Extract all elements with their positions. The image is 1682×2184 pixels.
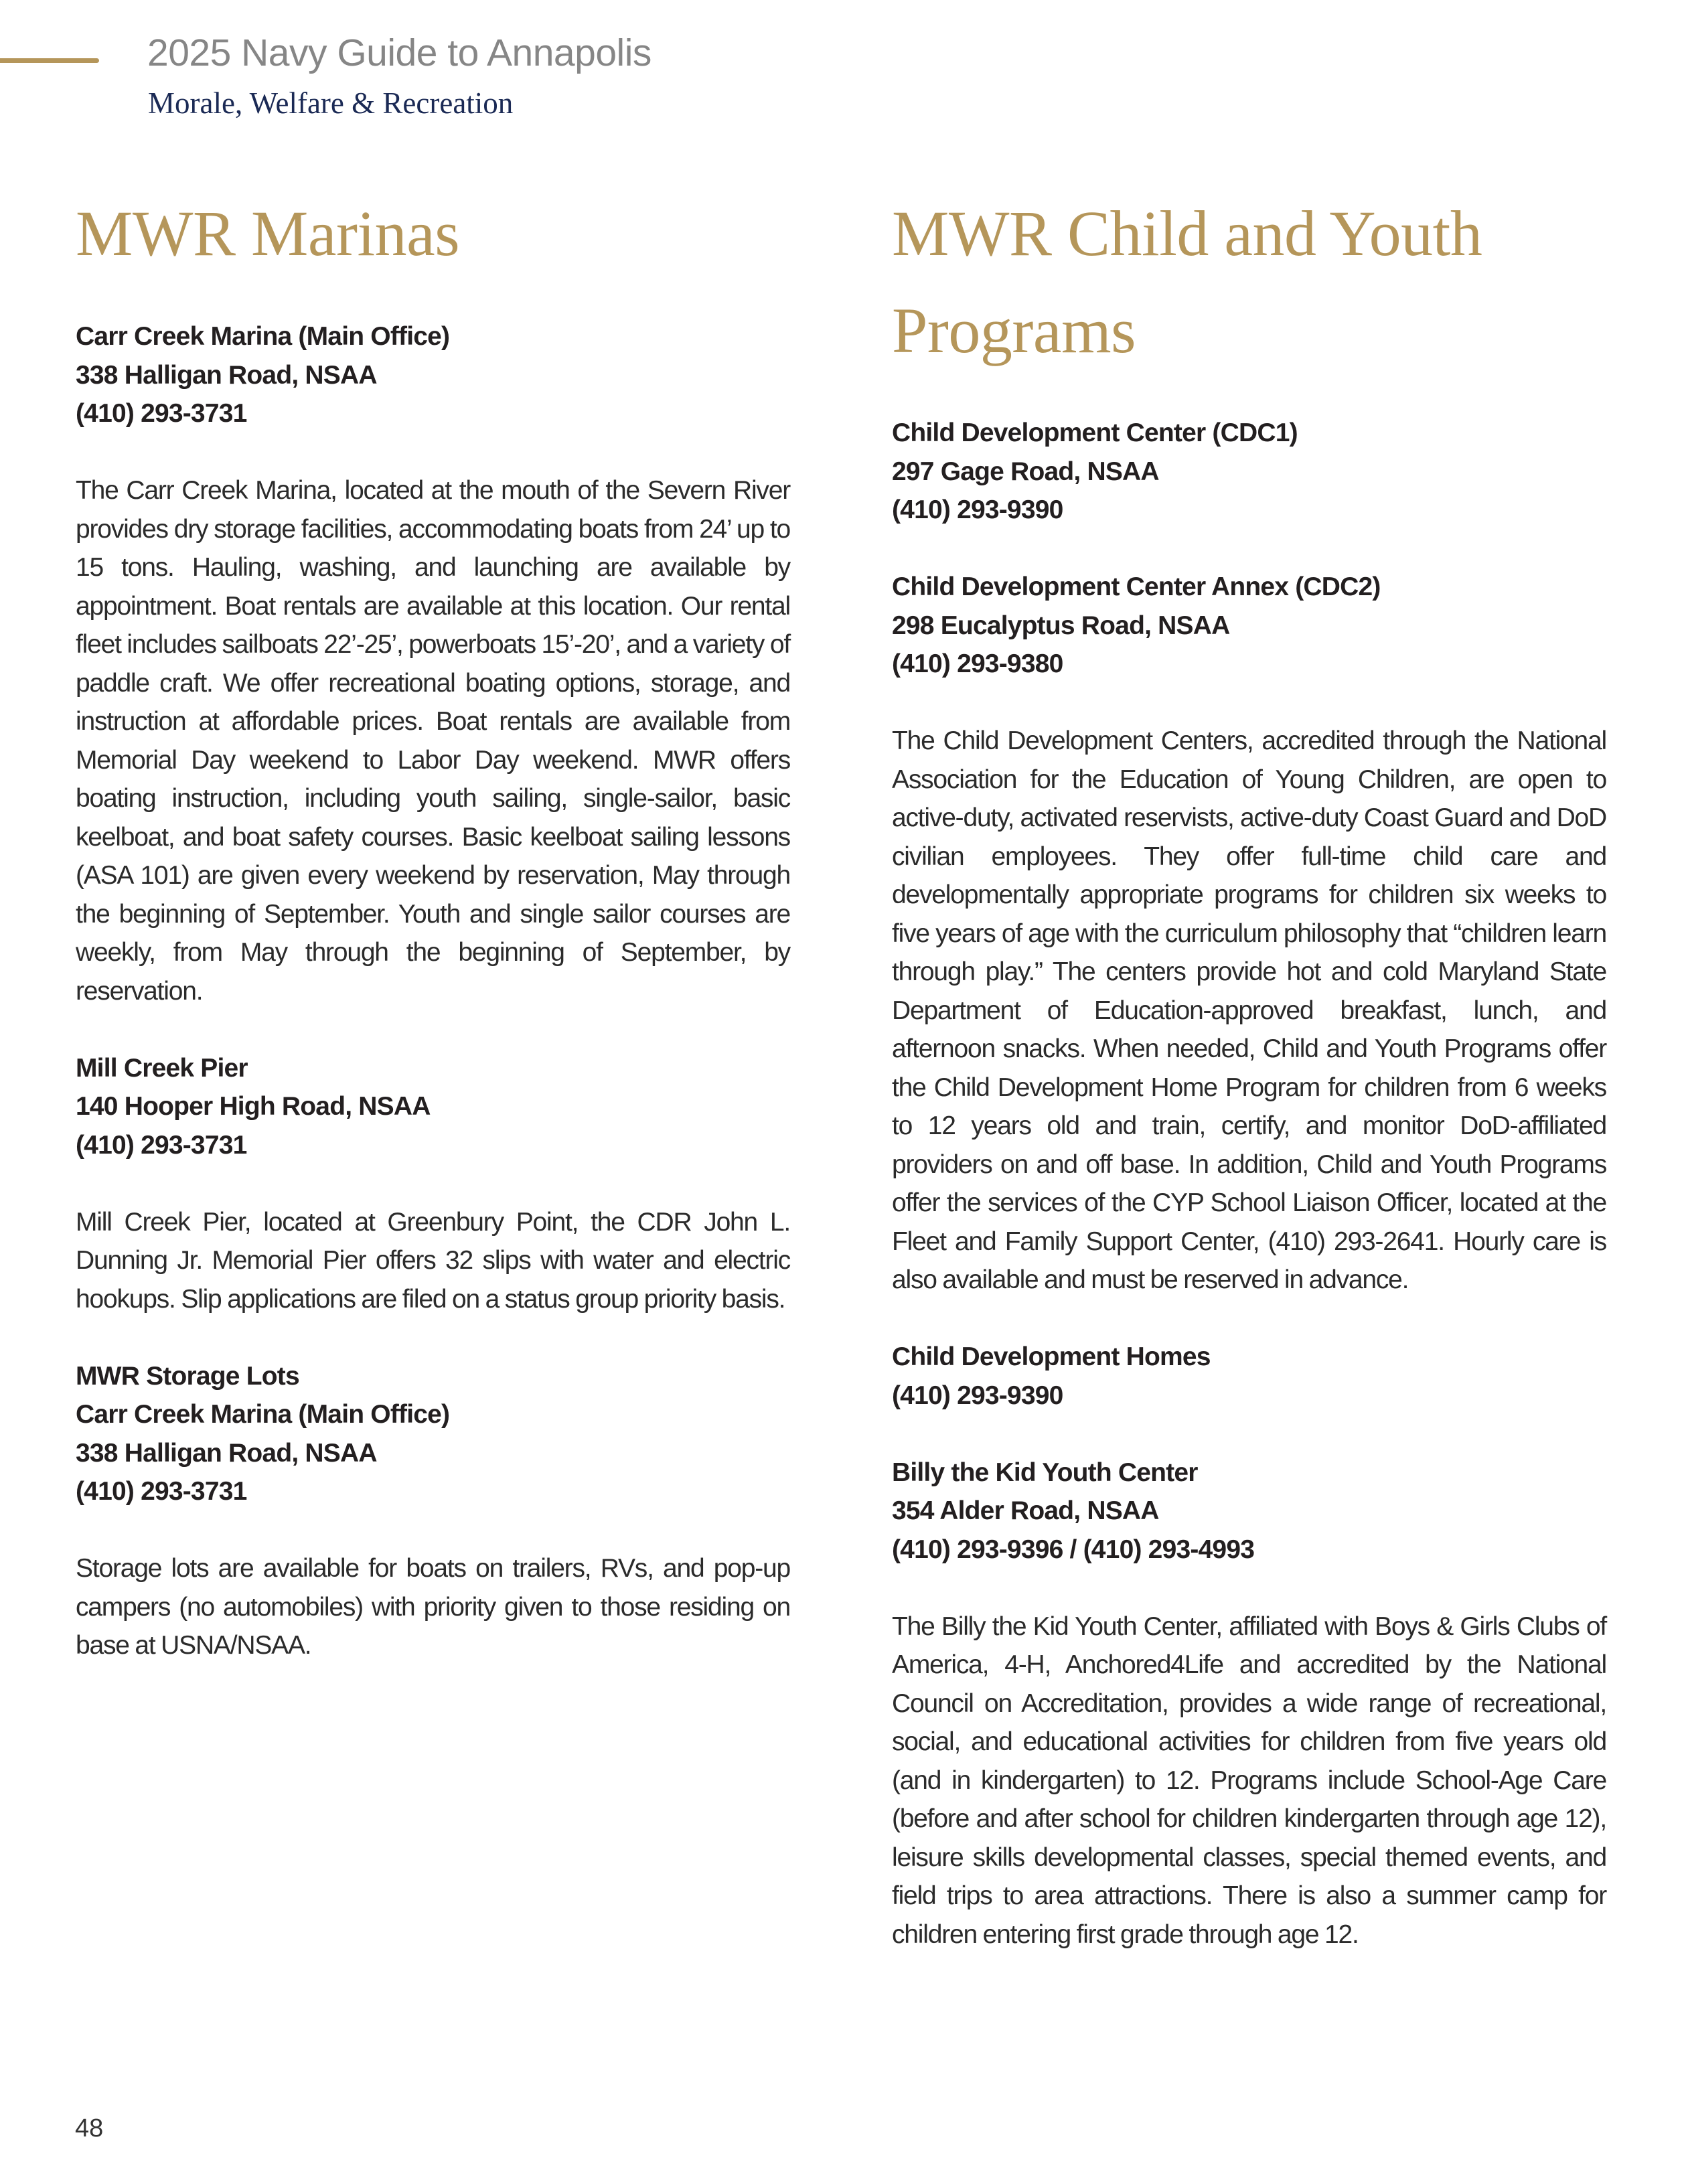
header-accent-rule [0,58,99,63]
listing-billy-the-kid-youth-center [892,1454,1606,1954]
listing-cdc2 [892,568,1606,1300]
publication-title: 2025 Navy Guide to Annapolis [147,31,652,74]
listing-phone: (410) 293-3731 [76,1477,247,1506]
listing-address: 338 Halligan Road, NSAA [76,1438,377,1468]
listing-phone: (410) 293-3731 [76,399,247,428]
listing-phone: (410) 293-9390 [892,1381,1063,1410]
listing-description: The Child Development Centers, accredited through the National Association for the Education of Young Children, are open to active-duty, activated reservists, active-duty Coast Guard and DoD civilian employees. They offer full-time child care and developmentally appropriate programs for children six weeks to five years of age with the curriculum philosophy that “children learn through play.” The centers provide hot and cold Maryland State Department of Education-approved breakfast, lunch, and afternoon snacks. When needed, Child and Youth Programs offer the Child Development Home Program for children from 6 weeks to 12 years old and train, certify, and monitor DoD-affiliated providers on and off base. In addition, Child and Youth Programs offer the services of the CYP School Liaison Officer, located at the Fleet and Family Support Center, (410) 293-2641. Hourly care is also available and must be reserved in advance. [892,726,1606,1294]
listing-phone: (410) 293-9390 [892,495,1063,524]
section-name: Morale, Welfare & Recreation [148,86,514,120]
listing-address: 297 Gage Road, NSAA [892,457,1159,486]
listing-mwr-storage-lots [76,1357,790,1665]
page-heading-marinas: MWR Marinas [76,198,460,269]
listing-address: 298 Eucalyptus Road, NSAA [892,611,1230,640]
contact-block [892,414,1606,530]
listing-location: Carr Creek Marina (Main Office) [76,1400,450,1429]
listing-description: Storage lots are available for boats on trailers, RVs, and pop-up campers (no automobiles) with priority given to those residing on base at USNA/NSAA. [76,1554,790,1660]
heading-block [892,185,1606,414]
contact-block [892,1338,1606,1415]
page-heading-child-youth [892,185,1606,379]
contact-block [76,317,790,433]
contact-block [892,568,1606,684]
listing-name: Child Development Center (CDC1) [892,418,1298,447]
listing-cdc1 [892,414,1606,530]
listing-name: Mill Creek Pier [76,1053,248,1083]
listing-mill-creek-pier [76,1049,790,1319]
contact-block [76,1049,790,1165]
listing-name: Billy the Kid Youth Center [892,1458,1198,1487]
listing-address: 354 Alder Road, NSAA [892,1496,1159,1525]
listing-name: Child Development Center Annex (CDC2) [892,572,1381,601]
listing-address: 140 Hooper High Road, NSAA [76,1092,431,1121]
listing-phone: (410) 293-9380 [892,649,1063,678]
contact-block [892,1454,1606,1569]
page-number: 48 [75,2114,104,2142]
listing-phone: (410) 293-9396 / (410) 293-4993 [892,1535,1255,1564]
listing-name: Child Development Homes [892,1342,1211,1371]
heading-block [76,185,790,317]
listing-description: The Carr Creek Marina, located at the mouth of the Severn River provides dry storage facilities, accommodating boats from 24’ up to 15 tons. Hauling, washing, and launching are available by appointment. Boat rentals are available at this location. Our rental fleet includes sailboats 22’-25’, powerboats 15’-20’, and a variety of paddle craft. We offer recreational boating options, storage, and instruction at affordable prices. Boat rentals are available from Memorial Day weekend to Labor Day weekend. MWR offers boating instruction, including youth sailing, single-sailor, basic keelboat, and boat safety courses. Basic keelboat sailing lessons (ASA 101) are given every weekend by reservation, May through the beginning of September. Youth and single sailor courses are weekly, from May through the beginning of September, by reservation. [76,476,790,1006]
right-column [892,185,1606,1993]
heading-line-1: MWR Child and Youth [892,198,1482,269]
listing-name: Carr Creek Marina (Main Office) [76,322,450,351]
listing-phone: (410) 293-3731 [76,1130,247,1160]
left-column [76,185,790,1703]
contact-block [76,1357,790,1511]
listing-description: Mill Creek Pier, located at Greenbury Point, the CDR John L. Dunning Jr. Memorial Pier offers 32 slips with water and electric hookups. Slip applications are filed on a status group priority basis. [76,1207,790,1314]
listing-carr-creek-marina [76,317,790,1010]
listing-child-development-homes [892,1338,1606,1415]
listing-name: MWR Storage Lots [76,1361,299,1391]
listing-address: 338 Halligan Road, NSAA [76,360,377,390]
heading-line-2: Programs [892,295,1136,366]
listing-description: The Billy the Kid Youth Center, affiliated with Boys & Girls Clubs of America, 4-H, Anchored4Life and accredited by the National Council on Accreditation, provides a wide range of recreational, social, and educational activities for children from five years old (and in kindergarten) to 12. Programs include School-Age Care (before and after school for children kindergarten through age 12), leisure skills developmental classes, special themed events, and field trips to area attractions. There is also a summer camp for children entering first grade through age 12. [892,1612,1606,1949]
